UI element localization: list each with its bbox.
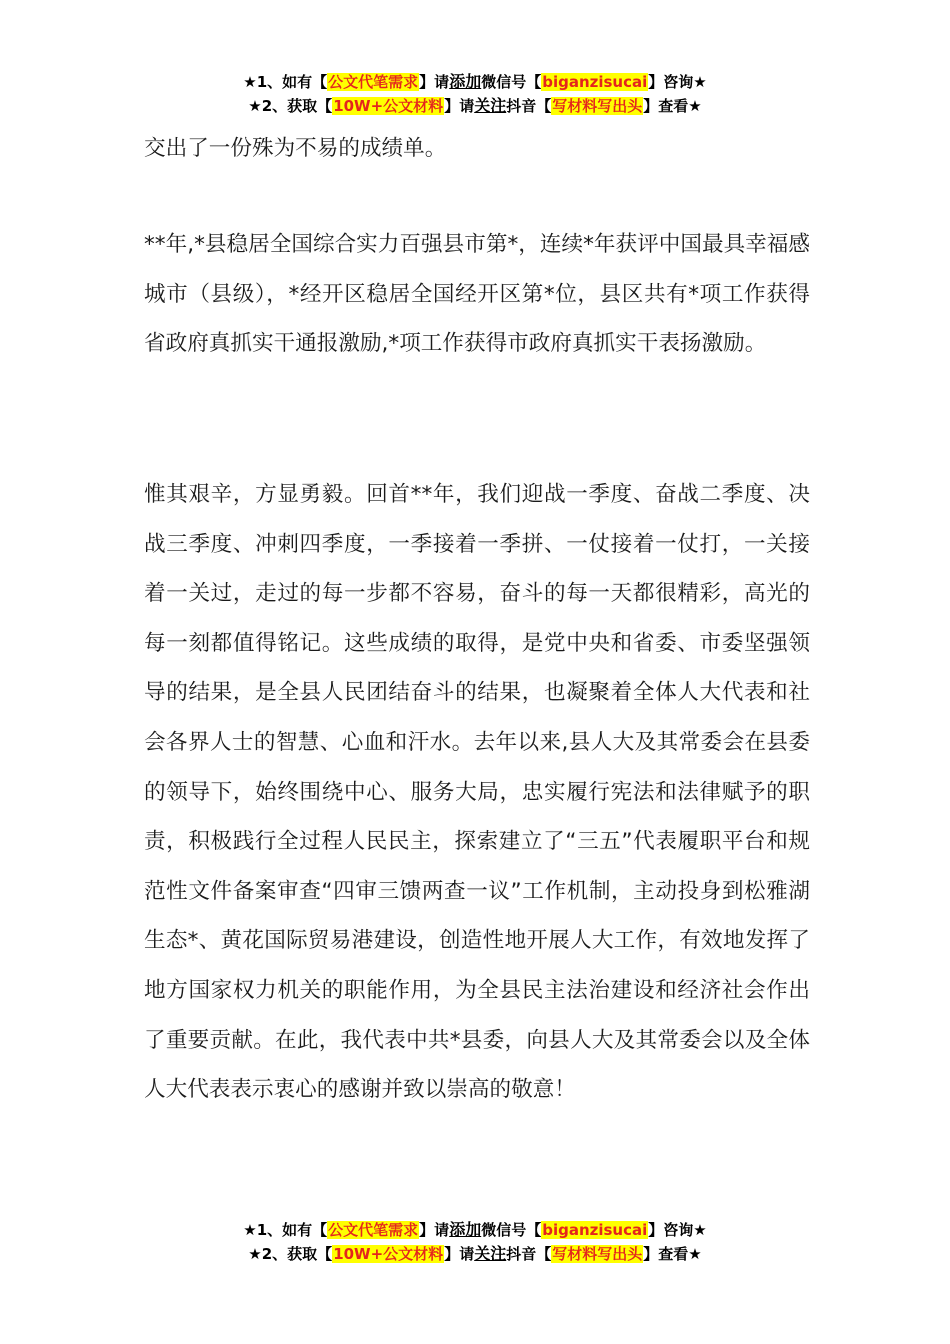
promo-text: 微信号【 <box>481 1221 542 1239</box>
promo-text: 】咨询★ <box>648 73 707 91</box>
promo-text: ★2、获取【 <box>248 1245 333 1263</box>
promo-text: 】请 <box>419 73 450 91</box>
promo-text: 抖音【 <box>506 1245 552 1263</box>
promo-emphasis: 添加 <box>449 1220 482 1239</box>
body-paragraph: 交出了一份殊为不易的成绩单。 <box>144 136 447 161</box>
promo-wechat-id: biganzisucai <box>542 73 648 91</box>
promo-emphasis: 关注 <box>474 1244 507 1263</box>
body-paragraph: **年,*县稳居全国综合实力百强县市第*，连续*年获评中国最具幸福感城市（县级），*经开区稳居全国经开区第*位，县区共有*项工作获得省政府真抓实干通报激励,*项工作获得市政府真抓实干表扬激励。 <box>144 232 810 357</box>
promo-line-2 <box>0 94 950 118</box>
promo-line-2 <box>0 1242 950 1266</box>
promo-text: ★1、如有【 <box>243 1221 328 1239</box>
promo-emphasis: 关注 <box>474 96 507 115</box>
promo-highlight: 10W+公文材料 <box>333 97 444 115</box>
promo-text: 】请 <box>444 97 475 115</box>
promo-highlight: 公文代笔需求 <box>328 73 419 91</box>
promo-text: 】请 <box>444 1245 475 1263</box>
promo-text: 】咨询★ <box>648 1221 707 1239</box>
header-promo-banner <box>0 70 950 118</box>
promo-text: 抖音【 <box>506 97 552 115</box>
footer-promo-banner <box>0 1218 950 1266</box>
promo-text: 】查看★ <box>643 1245 702 1263</box>
promo-text: 】请 <box>419 1221 450 1239</box>
promo-emphasis: 添加 <box>449 72 482 91</box>
promo-text: 微信号【 <box>481 73 542 91</box>
promo-wechat-id: biganzisucai <box>542 1221 648 1239</box>
promo-text: ★2、获取【 <box>248 97 333 115</box>
body-paragraph: 惟其艰辛，方显勇毅。回首**年，我们迎战一季度、奋战二季度、决战三季度、冲刺四季度，一季接着一季拼、一仗接着一仗打，一关接着一关过，走过的每一步都不容易，奋斗的每一天都很精彩，高光的每一刻都值得铭记。这些成绩的取得，是党中央和省委、市委坚强领导的结果，是全县人民团结奋斗的结果，也凝聚着全体人大代表和社会各界人士的智慧、心血和汗水。去年以来,县人大及其常委会在县委的领导下，始终围绕中心、服务大局，忠实履行宪法和法律赋予的职责，积极践行全过程人民民主，探索建立了“三五”代表履职平台和规范性文件备案审查“四审三馈两查一议”工作机制，主动投身到松雅湖生态*、黄花国际贸易港建设，创造性地开展人大工作，有效地发挥了地方国家权力机关的职能作用，为全县民主法治建设和经济社会作出了重要贡献。在此，我代表中共*县委，向县人大及其常委会以及全体人大代表表示衷心的感谢并致以崇高的敬意！ <box>144 482 810 1103</box>
promo-text: 】查看★ <box>643 97 702 115</box>
promo-douyin-id: 写材料写出头 <box>552 97 643 115</box>
promo-line-1 <box>0 70 950 94</box>
promo-highlight: 10W+公文材料 <box>333 1245 444 1263</box>
promo-text: ★1、如有【 <box>243 73 328 91</box>
promo-highlight: 公文代笔需求 <box>328 1221 419 1239</box>
promo-line-1 <box>0 1218 950 1242</box>
promo-douyin-id: 写材料写出头 <box>552 1245 643 1263</box>
